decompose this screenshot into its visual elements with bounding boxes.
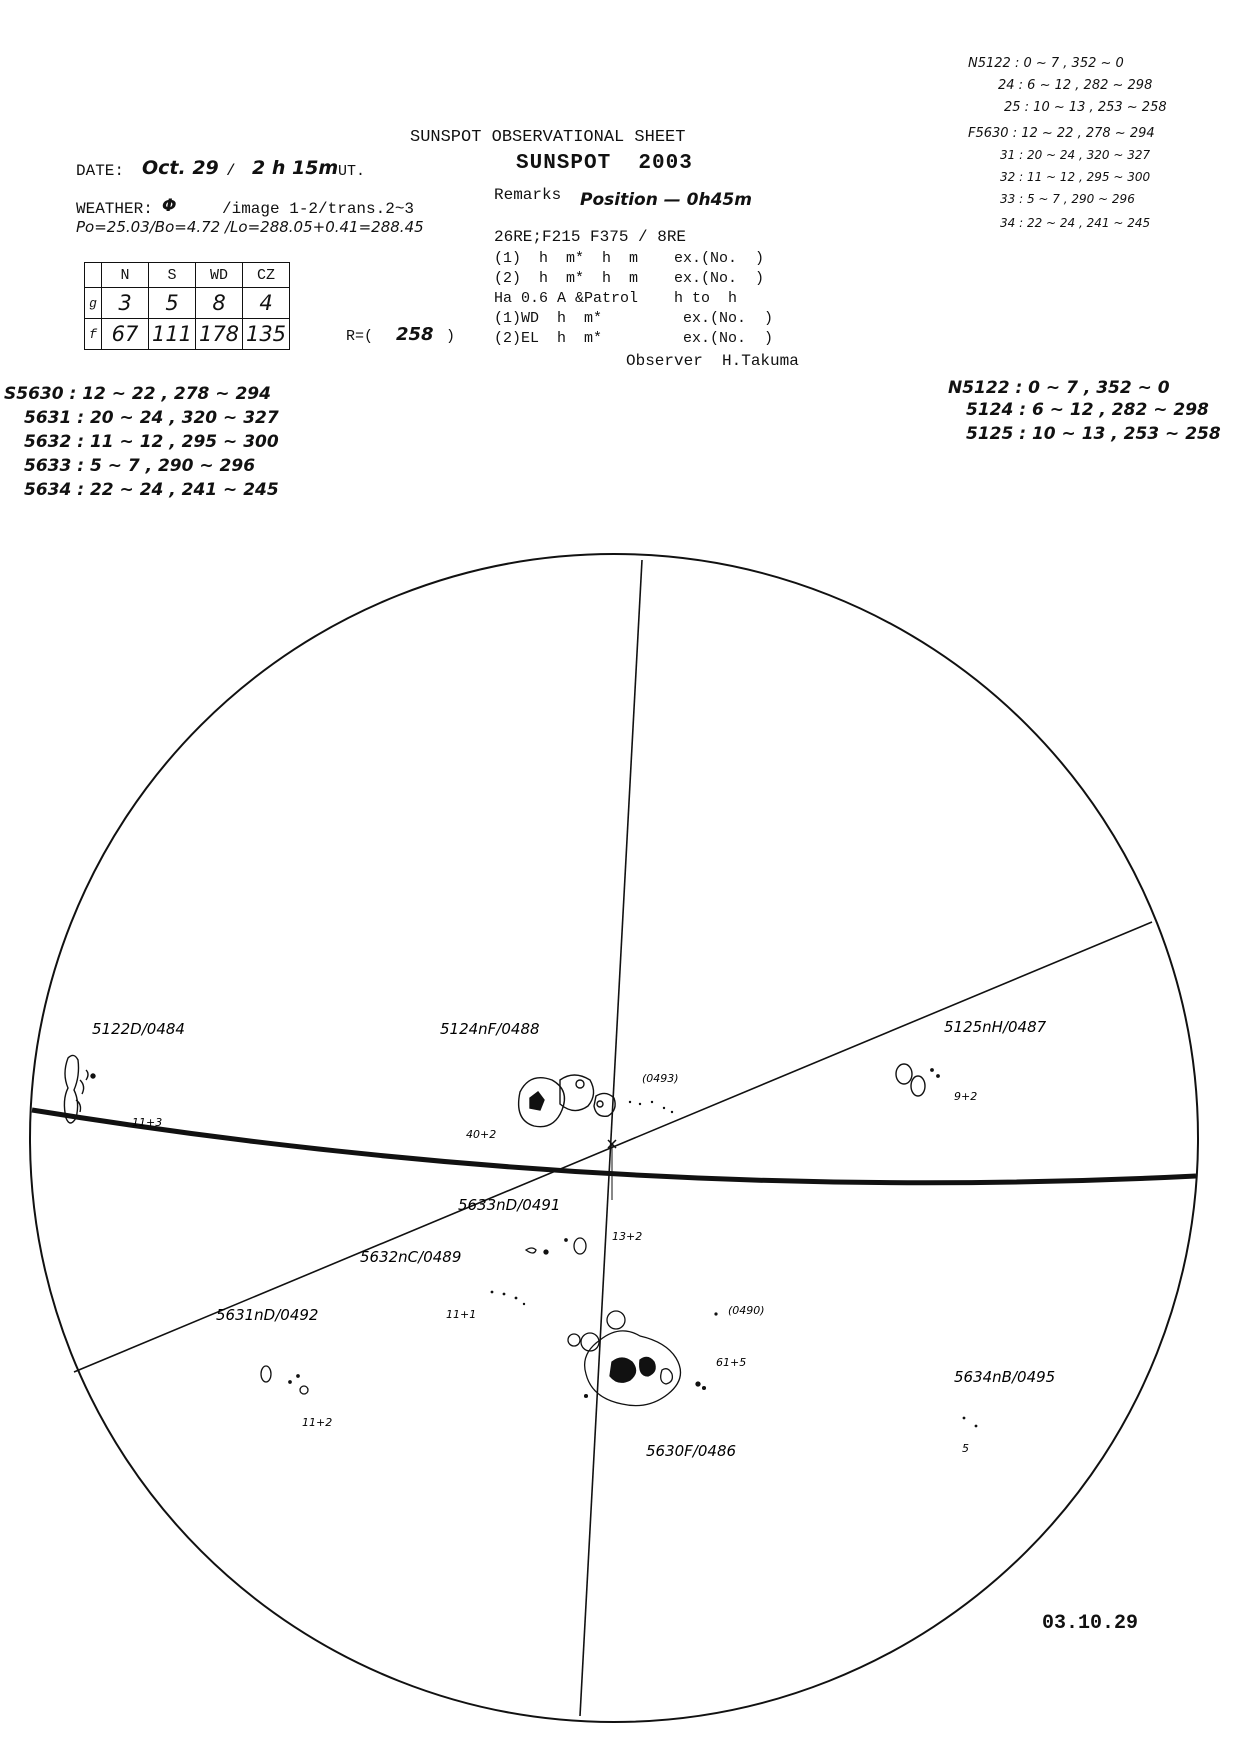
exposure-line-1: (1) h m* h m ex.(No. )	[494, 250, 765, 267]
f-wd: 178	[196, 319, 243, 350]
time-unit: UT.	[338, 163, 366, 180]
note-right-2: 5124 : 6 ~ 12 , 282 ~ 298	[966, 400, 1209, 420]
note-tr-4: F5630 : 12 ~ 22 , 278 ~ 294	[968, 126, 1155, 141]
g-cz: 4	[243, 288, 290, 319]
note-left-3: 5632 : 11 ~ 12 , 295 ~ 300	[24, 432, 279, 452]
label-5633: 5633nD/0491	[458, 1196, 561, 1214]
count-5124: 40+2	[466, 1128, 497, 1141]
count-5633: 13+2	[612, 1230, 643, 1243]
spot-group-5122	[64, 1055, 95, 1123]
g-n: 3	[102, 288, 149, 319]
note-left-4: 5633 : 5 ~ 7 , 290 ~ 296	[24, 456, 256, 476]
row-header-f: f	[85, 319, 102, 350]
g-s: 5	[149, 288, 196, 319]
col-header-wd: WD	[196, 263, 243, 288]
count-5125: 9+2	[954, 1090, 978, 1103]
label-0493: (0493)	[642, 1072, 679, 1085]
label-5125: 5125nH/0487	[944, 1018, 1047, 1036]
count-5630: 61+5	[716, 1356, 747, 1369]
col-header-s: S	[149, 263, 196, 288]
note-tr-5: 31 : 20 ~ 24 , 320 ~ 327	[1000, 148, 1151, 162]
label-5124: 5124nF/0488	[440, 1020, 540, 1038]
note-tr-7: 33 : 5 ~ 7 , 290 ~ 296	[1000, 192, 1135, 206]
spot-group-5125	[896, 1064, 939, 1096]
date-separator: /	[226, 162, 236, 180]
spot-group-5633	[526, 1238, 586, 1254]
g-wd: 8	[196, 288, 243, 319]
time-value: 2 h 15m	[252, 157, 339, 179]
spot-group-5631	[261, 1366, 308, 1394]
sheet-title: SUNSPOT OBSERVATIONAL SHEET	[410, 128, 686, 147]
note-left-1: S5630 : 12 ~ 22 , 278 ~ 294	[4, 384, 271, 404]
observer: Observer H.Takuma	[626, 352, 799, 370]
main-title: SUNSPOT 2003	[516, 152, 693, 175]
spot-group-5634	[963, 1417, 978, 1428]
label-5630: 5630F/0486	[646, 1442, 737, 1460]
f-s: 111	[149, 319, 196, 350]
spot-group-0493	[629, 1101, 673, 1113]
exposure-line-2: (2) h m* h m ex.(No. )	[494, 270, 765, 287]
count-5122: 11+3	[132, 1116, 163, 1129]
label-5632: 5632nC/0489	[360, 1248, 462, 1266]
instrument-line: 26RE;F215 F375 / 8RE	[494, 228, 687, 246]
label-0490: (0490)	[728, 1304, 765, 1317]
count-5631: 11+2	[302, 1416, 333, 1429]
note-left-2: 5631 : 20 ~ 24 , 320 ~ 327	[24, 408, 279, 428]
weather-symbol: Φ	[162, 196, 177, 216]
weather-label: WEATHER:	[76, 200, 153, 218]
wd-line: (1)WD h m* ex.(No. )	[494, 310, 774, 327]
col-header-n: N	[102, 263, 149, 288]
po-bo-lo: Po=25.03/Bo=4.72 /Lo=288.05+0.41=288.45	[76, 218, 424, 236]
spot-group-5632	[491, 1291, 526, 1306]
f-n: 67	[102, 319, 149, 350]
note-right-1: N5122 : 0 ~ 7 , 352 ~ 0	[948, 378, 1170, 398]
date-stamp: 03.10.29	[1042, 1612, 1139, 1635]
note-tr-1: N5122 : 0 ~ 7 , 352 ~ 0	[968, 56, 1124, 71]
spot-group-5630	[568, 1311, 705, 1406]
halpha-line: Ha 0.6 A &Patrol h to h	[494, 290, 738, 307]
remarks-label: Remarks	[494, 186, 562, 204]
r-close: )	[446, 328, 456, 345]
label-5634: 5634nB/0495	[954, 1368, 1056, 1386]
weather-detail: /image 1-2/trans.2~3	[222, 200, 415, 218]
note-tr-2: 24 : 6 ~ 12 , 282 ~ 298	[998, 78, 1153, 93]
note-tr-6: 32 : 11 ~ 12 , 295 ~ 300	[1000, 170, 1151, 184]
count-5634: 5	[962, 1442, 969, 1455]
note-right-3: 5125 : 10 ~ 13 , 253 ~ 258	[966, 424, 1221, 444]
note-tr-3: 25 : 10 ~ 13 , 253 ~ 258	[1004, 100, 1167, 115]
label-5631: 5631nD/0492	[216, 1306, 319, 1324]
f-cz: 135	[243, 319, 290, 350]
spot-group-5124	[519, 1075, 616, 1127]
date-label: DATE:	[76, 162, 125, 180]
label-5122: 5122D/0484	[92, 1020, 185, 1038]
remarks-value: Position — 0h45m	[580, 190, 752, 210]
date-value: Oct. 29	[142, 157, 219, 179]
spot-group-0490	[714, 1312, 717, 1315]
row-header-g: g	[85, 288, 102, 319]
el-line: (2)EL h m* ex.(No. )	[494, 330, 774, 347]
count-5632: 11+1	[446, 1308, 477, 1321]
note-tr-8: 34 : 22 ~ 24 , 241 ~ 245	[1000, 216, 1151, 230]
col-header-cz: CZ	[243, 263, 290, 288]
r-value: 258	[396, 324, 434, 345]
solar-disk-outline	[30, 554, 1198, 1722]
r-label: R=(	[346, 328, 374, 345]
note-left-5: 5634 : 22 ~ 24 , 241 ~ 245	[24, 480, 279, 500]
east-west-axis	[74, 922, 1152, 1372]
